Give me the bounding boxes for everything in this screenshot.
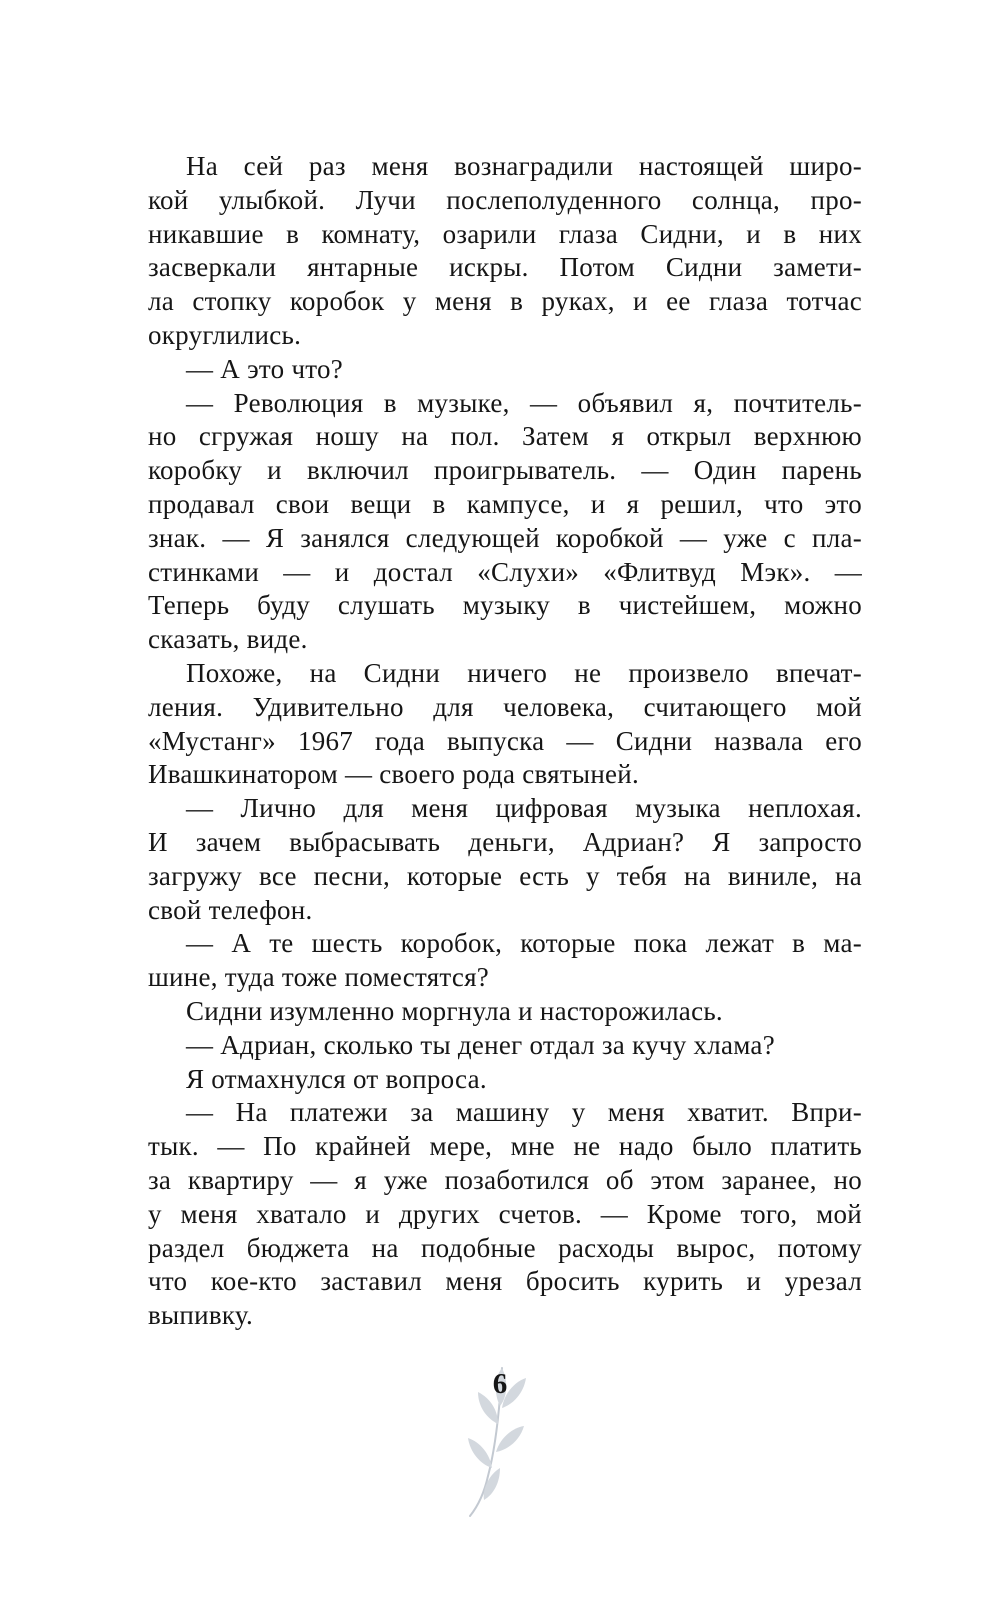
text-line: Сидни изумленно моргнула и насторожилась. [186, 995, 723, 1026]
text-line: кой улыбкой. Лучи послеполуденного солнца, про- [148, 184, 862, 215]
page-number: 6 [492, 1368, 508, 1400]
text-line: тык. — По крайней мере, мне не надо было платить [148, 1131, 862, 1162]
text-line: — А это что? [186, 353, 344, 384]
text-line: ления. Удивительно для человека, считающего мой [148, 691, 862, 722]
text-line: загружу все песни, которые есть у тебя на виниле, на [148, 860, 862, 891]
text-line: Я отмахнулся от вопроса. [186, 1063, 487, 1094]
text-line: никавшие в комнату, озарили глаза Сидни, и в них [148, 218, 862, 249]
text-line: Теперь буду слушать музыку в чистейшем, можно [148, 590, 862, 621]
text-line: засверкали янтарные искры. Потом Сидни замети- [148, 252, 862, 283]
text-line: продавал свои вещи в кампусе, и я решил, что это [148, 488, 862, 519]
text-line: — На платежи за машину у меня хватит. Впри- [186, 1097, 862, 1128]
text-line: Ивашкинатором — своего рода святыней. [148, 759, 640, 790]
page-footer [0, 1350, 1000, 1530]
text-line: ла стопку коробок у меня в руках, и ее глаза тотчас [148, 286, 862, 317]
text-line: что кое-кто заставил меня бросить курить и урезал [148, 1266, 862, 1297]
text-line: — Адриан, сколько ты денег отдал за кучу хлама? [186, 1029, 775, 1060]
text-line: у меня хватало и других счетов. — Кроме того, мой [148, 1198, 862, 1229]
text-line: знак. — Я занялся следующей коробкой — уже с пла- [148, 522, 862, 553]
text-line: шине, туда тоже поместятся? [148, 962, 490, 993]
text-line: — Лично для меня цифровая музыка неплохая. [186, 793, 862, 824]
text-line: Похоже, на Сидни ничего не произвело впечат- [186, 657, 862, 688]
text-line: коробку и включил проигрыватель. — Один парень [148, 455, 862, 486]
text-line: свой телефон. [148, 894, 313, 925]
text-line: И зачем выбрасывать деньги, Адриан? Я запросто [148, 826, 862, 857]
text-line: «Мустанг» 1967 года выпуска — Сидни назвала его [148, 725, 862, 756]
text-line: но сгружая ношу на пол. Затем я открыл верхнюю [148, 421, 862, 452]
page-text [148, 150, 862, 1333]
text-line: выпивку. [148, 1300, 253, 1331]
text-line: за квартиру — я уже позаботился об этом заранее, но [148, 1164, 862, 1195]
text-line: округлились. [148, 319, 302, 350]
text-line: раздел бюджета на подобные расходы вырос, потому [148, 1232, 862, 1263]
text-line: — Революция в музыке, — объявил я, почтитель- [186, 387, 862, 418]
text-line: стинками — и достал «Слухи» «Флитвуд Мэк». — [148, 556, 862, 587]
text-line: На сей раз меня вознаградили настоящей широ- [186, 151, 862, 181]
text-line: — А те шесть коробок, которые пока лежат в ма- [186, 928, 862, 959]
text-line: сказать, виде. [148, 624, 308, 655]
